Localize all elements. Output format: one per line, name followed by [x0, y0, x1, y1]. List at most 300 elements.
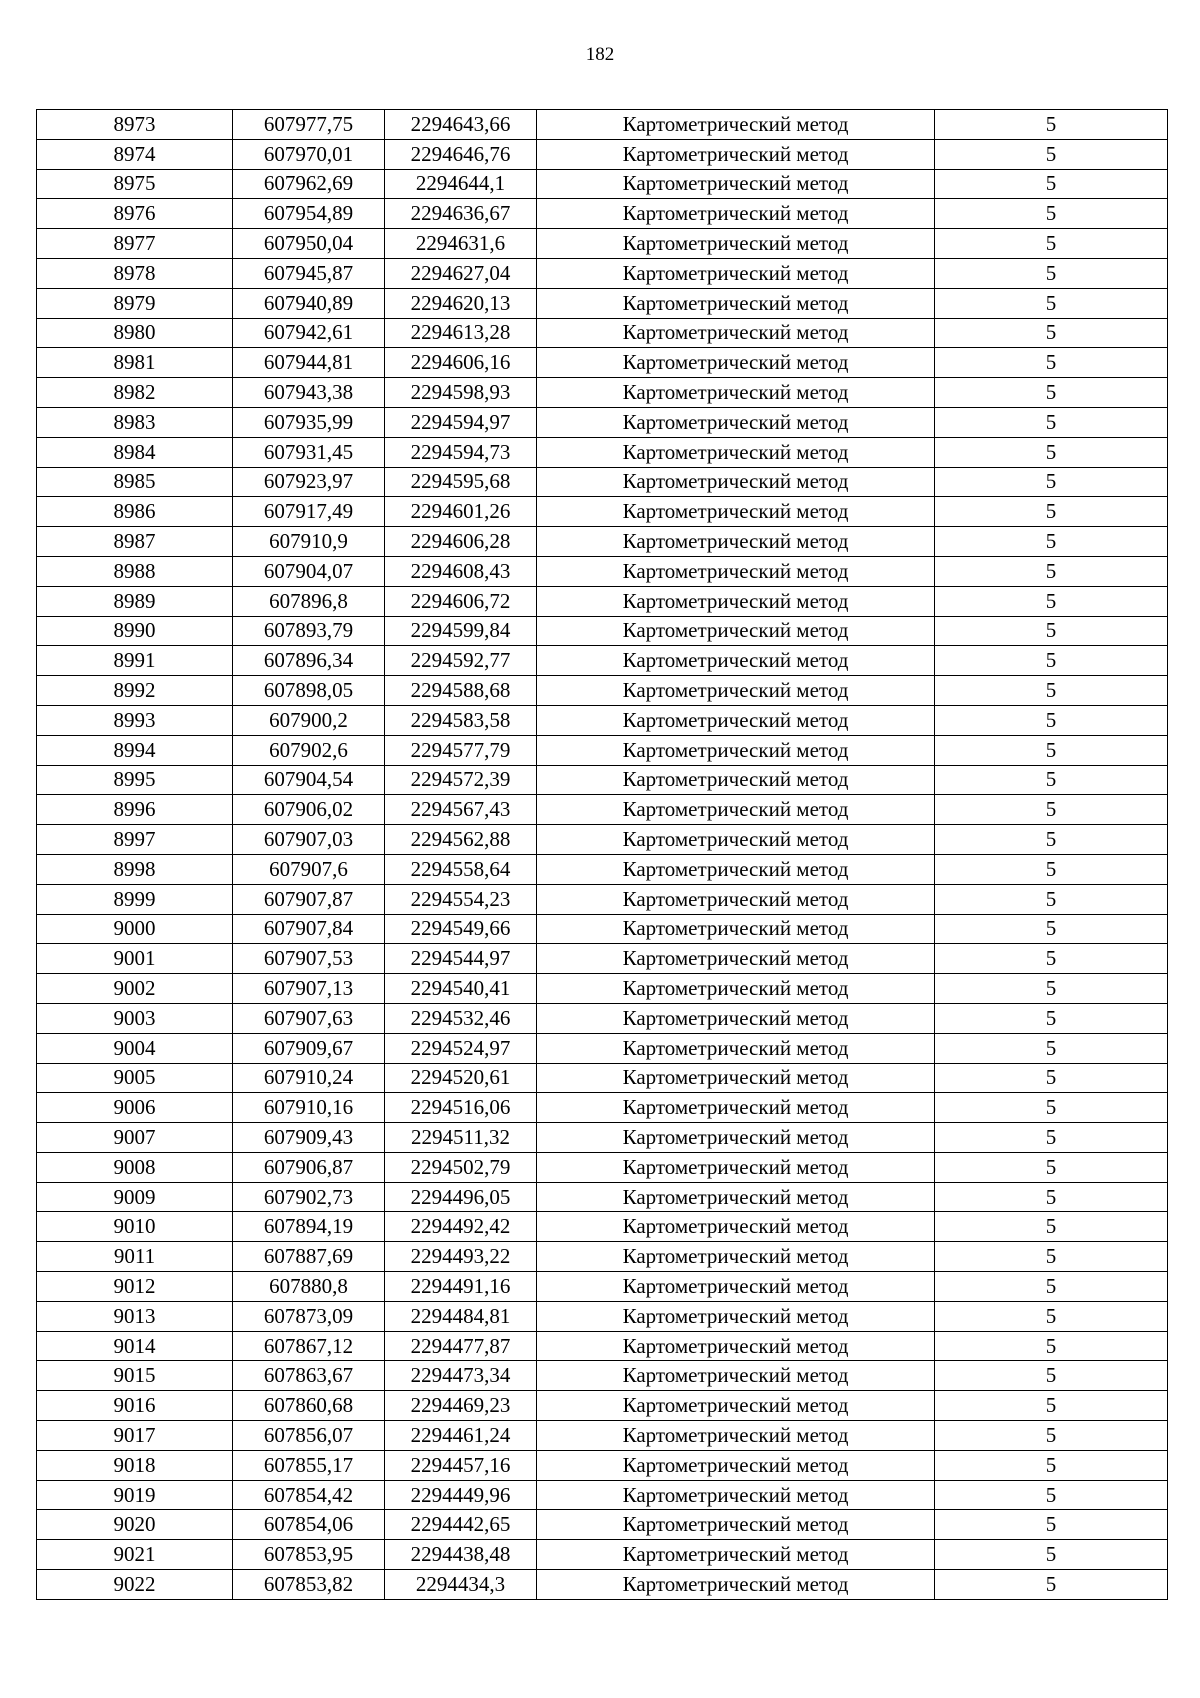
table-body [37, 110, 1168, 1600]
table-row [37, 854, 1168, 884]
accuracy-cell: 5 [935, 825, 1168, 855]
point-number-cell: 8975 [37, 169, 233, 199]
table-row [37, 944, 1168, 974]
point-number-cell: 8996 [37, 795, 233, 825]
accuracy-cell: 5 [935, 914, 1168, 944]
x-coordinate-cell: 607910,9 [233, 527, 385, 557]
point-number-cell: 9004 [37, 1033, 233, 1063]
point-number-cell: 8987 [37, 527, 233, 557]
table-row [37, 1570, 1168, 1600]
method-cell: Картометрический метод [537, 1123, 935, 1153]
point-number-cell: 9009 [37, 1182, 233, 1212]
accuracy-cell: 5 [935, 1570, 1168, 1600]
x-coordinate-cell: 607887,69 [233, 1242, 385, 1272]
table-row [37, 1123, 1168, 1153]
accuracy-cell: 5 [935, 1272, 1168, 1302]
accuracy-cell: 5 [935, 974, 1168, 1004]
method-cell: Картометрический метод [537, 795, 935, 825]
accuracy-cell: 5 [935, 586, 1168, 616]
method-cell: Картометрический метод [537, 616, 935, 646]
point-number-cell: 8985 [37, 467, 233, 497]
y-coordinate-cell: 2294457,16 [385, 1450, 537, 1480]
method-cell: Картометрический метод [537, 1152, 935, 1182]
method-cell: Картометрический метод [537, 1540, 935, 1570]
table-row [37, 288, 1168, 318]
x-coordinate-cell: 607923,97 [233, 467, 385, 497]
x-coordinate-cell: 607904,54 [233, 765, 385, 795]
accuracy-cell: 5 [935, 378, 1168, 408]
point-number-cell: 8977 [37, 229, 233, 259]
x-coordinate-cell: 607940,89 [233, 288, 385, 318]
method-cell: Картометрический метод [537, 288, 935, 318]
x-coordinate-cell: 607910,16 [233, 1093, 385, 1123]
method-cell: Картометрический метод [537, 586, 935, 616]
y-coordinate-cell: 2294492,42 [385, 1212, 537, 1242]
y-coordinate-cell: 2294583,58 [385, 705, 537, 735]
point-number-cell: 8990 [37, 616, 233, 646]
y-coordinate-cell: 2294567,43 [385, 795, 537, 825]
point-number-cell: 8998 [37, 854, 233, 884]
accuracy-cell: 5 [935, 1301, 1168, 1331]
method-cell: Картометрический метод [537, 407, 935, 437]
x-coordinate-cell: 607867,12 [233, 1331, 385, 1361]
y-coordinate-cell: 2294491,16 [385, 1272, 537, 1302]
method-cell: Картометрический метод [537, 1391, 935, 1421]
y-coordinate-cell: 2294646,76 [385, 139, 537, 169]
y-coordinate-cell: 2294562,88 [385, 825, 537, 855]
y-coordinate-cell: 2294461,24 [385, 1421, 537, 1451]
point-number-cell: 9011 [37, 1242, 233, 1272]
point-number-cell: 9019 [37, 1480, 233, 1510]
x-coordinate-cell: 607907,87 [233, 884, 385, 914]
table-row [37, 1242, 1168, 1272]
point-number-cell: 8991 [37, 646, 233, 676]
point-number-cell: 9001 [37, 944, 233, 974]
accuracy-cell: 5 [935, 1391, 1168, 1421]
x-coordinate-cell: 607942,61 [233, 318, 385, 348]
x-coordinate-cell: 607970,01 [233, 139, 385, 169]
table-row [37, 1540, 1168, 1570]
point-number-cell: 9006 [37, 1093, 233, 1123]
table-row [37, 1272, 1168, 1302]
y-coordinate-cell: 2294544,97 [385, 944, 537, 974]
point-number-cell: 8978 [37, 258, 233, 288]
x-coordinate-cell: 607935,99 [233, 407, 385, 437]
x-coordinate-cell: 607904,07 [233, 556, 385, 586]
x-coordinate-cell: 607856,07 [233, 1421, 385, 1451]
table-row [37, 676, 1168, 706]
x-coordinate-cell: 607907,53 [233, 944, 385, 974]
accuracy-cell: 5 [935, 139, 1168, 169]
accuracy-cell: 5 [935, 646, 1168, 676]
accuracy-cell: 5 [935, 1510, 1168, 1540]
method-cell: Картометрический метод [537, 854, 935, 884]
x-coordinate-cell: 607880,8 [233, 1272, 385, 1302]
table-row [37, 586, 1168, 616]
x-coordinate-cell: 607907,63 [233, 1003, 385, 1033]
table-row [37, 735, 1168, 765]
point-number-cell: 9022 [37, 1570, 233, 1600]
x-coordinate-cell: 607898,05 [233, 676, 385, 706]
method-cell: Картометрический метод [537, 1033, 935, 1063]
table-row [37, 318, 1168, 348]
x-coordinate-cell: 607910,24 [233, 1063, 385, 1093]
method-cell: Картометрический метод [537, 1003, 935, 1033]
table-row [37, 378, 1168, 408]
table-row [37, 974, 1168, 1004]
y-coordinate-cell: 2294643,66 [385, 110, 537, 140]
y-coordinate-cell: 2294554,23 [385, 884, 537, 914]
table-row [37, 1063, 1168, 1093]
table-row [37, 169, 1168, 199]
accuracy-cell: 5 [935, 1480, 1168, 1510]
accuracy-cell: 5 [935, 676, 1168, 706]
point-number-cell: 8983 [37, 407, 233, 437]
accuracy-cell: 5 [935, 1540, 1168, 1570]
table-row [37, 1480, 1168, 1510]
method-cell: Картометрический метод [537, 944, 935, 974]
method-cell: Картометрический метод [537, 884, 935, 914]
method-cell: Картометрический метод [537, 765, 935, 795]
method-cell: Картометрический метод [537, 229, 935, 259]
point-number-cell: 9018 [37, 1450, 233, 1480]
method-cell: Картометрический метод [537, 1212, 935, 1242]
y-coordinate-cell: 2294524,97 [385, 1033, 537, 1063]
table-row [37, 1003, 1168, 1033]
table-row [37, 616, 1168, 646]
accuracy-cell: 5 [935, 348, 1168, 378]
accuracy-cell: 5 [935, 1421, 1168, 1451]
table-row [37, 1152, 1168, 1182]
y-coordinate-cell: 2294442,65 [385, 1510, 537, 1540]
table-row [37, 199, 1168, 229]
method-cell: Картометрический метод [537, 1361, 935, 1391]
method-cell: Картометрический метод [537, 497, 935, 527]
accuracy-cell: 5 [935, 854, 1168, 884]
method-cell: Картометрический метод [537, 914, 935, 944]
method-cell: Картометрический метод [537, 556, 935, 586]
y-coordinate-cell: 2294627,04 [385, 258, 537, 288]
table-row [37, 258, 1168, 288]
y-coordinate-cell: 2294594,97 [385, 407, 537, 437]
accuracy-cell: 5 [935, 1242, 1168, 1272]
table-row [37, 139, 1168, 169]
accuracy-cell: 5 [935, 110, 1168, 140]
accuracy-cell: 5 [935, 1033, 1168, 1063]
method-cell: Картометрический метод [537, 1570, 935, 1600]
y-coordinate-cell: 2294532,46 [385, 1003, 537, 1033]
x-coordinate-cell: 607917,49 [233, 497, 385, 527]
y-coordinate-cell: 2294613,28 [385, 318, 537, 348]
y-coordinate-cell: 2294636,67 [385, 199, 537, 229]
point-number-cell: 9010 [37, 1212, 233, 1242]
x-coordinate-cell: 607902,6 [233, 735, 385, 765]
y-coordinate-cell: 2294577,79 [385, 735, 537, 765]
x-coordinate-cell: 607860,68 [233, 1391, 385, 1421]
table-row [37, 527, 1168, 557]
method-cell: Картометрический метод [537, 258, 935, 288]
point-number-cell: 9016 [37, 1391, 233, 1421]
x-coordinate-cell: 607900,2 [233, 705, 385, 735]
x-coordinate-cell: 607907,6 [233, 854, 385, 884]
point-number-cell: 9020 [37, 1510, 233, 1540]
x-coordinate-cell: 607950,04 [233, 229, 385, 259]
coordinates-table [36, 109, 1168, 1600]
table-row [37, 1093, 1168, 1123]
table-row [37, 1361, 1168, 1391]
method-cell: Картометрический метод [537, 199, 935, 229]
x-coordinate-cell: 607954,89 [233, 199, 385, 229]
point-number-cell: 8973 [37, 110, 233, 140]
accuracy-cell: 5 [935, 497, 1168, 527]
point-number-cell: 8999 [37, 884, 233, 914]
accuracy-cell: 5 [935, 705, 1168, 735]
method-cell: Картометрический метод [537, 467, 935, 497]
method-cell: Картометрический метод [537, 825, 935, 855]
table-row [37, 497, 1168, 527]
accuracy-cell: 5 [935, 1361, 1168, 1391]
table-row [37, 110, 1168, 140]
y-coordinate-cell: 2294592,77 [385, 646, 537, 676]
y-coordinate-cell: 2294502,79 [385, 1152, 537, 1182]
y-coordinate-cell: 2294473,34 [385, 1361, 537, 1391]
y-coordinate-cell: 2294516,06 [385, 1093, 537, 1123]
y-coordinate-cell: 2294606,28 [385, 527, 537, 557]
accuracy-cell: 5 [935, 1450, 1168, 1480]
y-coordinate-cell: 2294572,39 [385, 765, 537, 795]
table-row [37, 795, 1168, 825]
point-number-cell: 8981 [37, 348, 233, 378]
table-row [37, 467, 1168, 497]
point-number-cell: 8988 [37, 556, 233, 586]
table-row [37, 1391, 1168, 1421]
accuracy-cell: 5 [935, 199, 1168, 229]
method-cell: Картометрический метод [537, 1301, 935, 1331]
point-number-cell: 9013 [37, 1301, 233, 1331]
point-number-cell: 9015 [37, 1361, 233, 1391]
table-row [37, 1212, 1168, 1242]
point-number-cell: 9017 [37, 1421, 233, 1451]
x-coordinate-cell: 607873,09 [233, 1301, 385, 1331]
point-number-cell: 8997 [37, 825, 233, 855]
point-number-cell: 9014 [37, 1331, 233, 1361]
accuracy-cell: 5 [935, 556, 1168, 586]
x-coordinate-cell: 607906,02 [233, 795, 385, 825]
point-number-cell: 9021 [37, 1540, 233, 1570]
y-coordinate-cell: 2294594,73 [385, 437, 537, 467]
table-row [37, 705, 1168, 735]
table-row [37, 1033, 1168, 1063]
point-number-cell: 9005 [37, 1063, 233, 1093]
y-coordinate-cell: 2294606,72 [385, 586, 537, 616]
point-number-cell: 8986 [37, 497, 233, 527]
point-number-cell: 9002 [37, 974, 233, 1004]
accuracy-cell: 5 [935, 169, 1168, 199]
method-cell: Картометрический метод [537, 348, 935, 378]
method-cell: Картометрический метод [537, 1480, 935, 1510]
method-cell: Картометрический метод [537, 1272, 935, 1302]
table-row [37, 1182, 1168, 1212]
x-coordinate-cell: 607863,67 [233, 1361, 385, 1391]
accuracy-cell: 5 [935, 258, 1168, 288]
table-row [37, 348, 1168, 378]
y-coordinate-cell: 2294558,64 [385, 854, 537, 884]
accuracy-cell: 5 [935, 884, 1168, 914]
method-cell: Картометрический метод [537, 1510, 935, 1540]
point-number-cell: 8979 [37, 288, 233, 318]
table-row [37, 437, 1168, 467]
method-cell: Картометрический метод [537, 169, 935, 199]
y-coordinate-cell: 2294606,16 [385, 348, 537, 378]
x-coordinate-cell: 607853,82 [233, 1570, 385, 1600]
point-number-cell: 8976 [37, 199, 233, 229]
y-coordinate-cell: 2294631,6 [385, 229, 537, 259]
x-coordinate-cell: 607943,38 [233, 378, 385, 408]
accuracy-cell: 5 [935, 1212, 1168, 1242]
y-coordinate-cell: 2294540,41 [385, 974, 537, 1004]
accuracy-cell: 5 [935, 1003, 1168, 1033]
accuracy-cell: 5 [935, 735, 1168, 765]
method-cell: Картометрический метод [537, 735, 935, 765]
table-row [37, 229, 1168, 259]
x-coordinate-cell: 607893,79 [233, 616, 385, 646]
method-cell: Картометрический метод [537, 1242, 935, 1272]
table-row [37, 407, 1168, 437]
method-cell: Картометрический метод [537, 378, 935, 408]
y-coordinate-cell: 2294493,22 [385, 1242, 537, 1272]
point-number-cell: 8993 [37, 705, 233, 735]
accuracy-cell: 5 [935, 765, 1168, 795]
method-cell: Картометрический метод [537, 1182, 935, 1212]
page-number: 182 [585, 44, 615, 65]
y-coordinate-cell: 2294644,1 [385, 169, 537, 199]
x-coordinate-cell: 607907,84 [233, 914, 385, 944]
point-number-cell: 8982 [37, 378, 233, 408]
y-coordinate-cell: 2294620,13 [385, 288, 537, 318]
point-number-cell: 9000 [37, 914, 233, 944]
y-coordinate-cell: 2294588,68 [385, 676, 537, 706]
accuracy-cell: 5 [935, 437, 1168, 467]
method-cell: Картометрический метод [537, 1450, 935, 1480]
table-row [37, 1421, 1168, 1451]
accuracy-cell: 5 [935, 1123, 1168, 1153]
method-cell: Картометрический метод [537, 974, 935, 1004]
y-coordinate-cell: 2294438,48 [385, 1540, 537, 1570]
y-coordinate-cell: 2294477,87 [385, 1331, 537, 1361]
accuracy-cell: 5 [935, 1063, 1168, 1093]
y-coordinate-cell: 2294469,23 [385, 1391, 537, 1421]
accuracy-cell: 5 [935, 1152, 1168, 1182]
y-coordinate-cell: 2294598,93 [385, 378, 537, 408]
point-number-cell: 8994 [37, 735, 233, 765]
table-row [37, 765, 1168, 795]
y-coordinate-cell: 2294449,96 [385, 1480, 537, 1510]
accuracy-cell: 5 [935, 1331, 1168, 1361]
method-cell: Картометрический метод [537, 318, 935, 348]
method-cell: Картометрический метод [537, 110, 935, 140]
method-cell: Картометрический метод [537, 1331, 935, 1361]
point-number-cell: 8984 [37, 437, 233, 467]
x-coordinate-cell: 607854,06 [233, 1510, 385, 1540]
accuracy-cell: 5 [935, 467, 1168, 497]
point-number-cell: 9007 [37, 1123, 233, 1153]
table-row [37, 914, 1168, 944]
table-row [37, 1331, 1168, 1361]
x-coordinate-cell: 607962,69 [233, 169, 385, 199]
point-number-cell: 9012 [37, 1272, 233, 1302]
accuracy-cell: 5 [935, 318, 1168, 348]
x-coordinate-cell: 607896,8 [233, 586, 385, 616]
x-coordinate-cell: 607894,19 [233, 1212, 385, 1242]
y-coordinate-cell: 2294511,32 [385, 1123, 537, 1153]
x-coordinate-cell: 607909,67 [233, 1033, 385, 1063]
table-row [37, 646, 1168, 676]
x-coordinate-cell: 607853,95 [233, 1540, 385, 1570]
accuracy-cell: 5 [935, 229, 1168, 259]
x-coordinate-cell: 607909,43 [233, 1123, 385, 1153]
table-row [37, 556, 1168, 586]
y-coordinate-cell: 2294496,05 [385, 1182, 537, 1212]
method-cell: Картометрический метод [537, 705, 935, 735]
x-coordinate-cell: 607906,87 [233, 1152, 385, 1182]
table-row [37, 884, 1168, 914]
accuracy-cell: 5 [935, 527, 1168, 557]
method-cell: Картометрический метод [537, 527, 935, 557]
accuracy-cell: 5 [935, 1093, 1168, 1123]
y-coordinate-cell: 2294608,43 [385, 556, 537, 586]
method-cell: Картометрический метод [537, 676, 935, 706]
x-coordinate-cell: 607931,45 [233, 437, 385, 467]
y-coordinate-cell: 2294595,68 [385, 467, 537, 497]
y-coordinate-cell: 2294599,84 [385, 616, 537, 646]
y-coordinate-cell: 2294549,66 [385, 914, 537, 944]
x-coordinate-cell: 607896,34 [233, 646, 385, 676]
method-cell: Картометрический метод [537, 1093, 935, 1123]
accuracy-cell: 5 [935, 616, 1168, 646]
y-coordinate-cell: 2294434,3 [385, 1570, 537, 1600]
point-number-cell: 9008 [37, 1152, 233, 1182]
y-coordinate-cell: 2294520,61 [385, 1063, 537, 1093]
y-coordinate-cell: 2294601,26 [385, 497, 537, 527]
accuracy-cell: 5 [935, 407, 1168, 437]
x-coordinate-cell: 607855,17 [233, 1450, 385, 1480]
table-row [37, 1301, 1168, 1331]
table-row [37, 1450, 1168, 1480]
accuracy-cell: 5 [935, 1182, 1168, 1212]
point-number-cell: 9003 [37, 1003, 233, 1033]
accuracy-cell: 5 [935, 288, 1168, 318]
accuracy-cell: 5 [935, 795, 1168, 825]
point-number-cell: 8995 [37, 765, 233, 795]
x-coordinate-cell: 607907,03 [233, 825, 385, 855]
table-row [37, 1510, 1168, 1540]
method-cell: Картометрический метод [537, 1063, 935, 1093]
point-number-cell: 8992 [37, 676, 233, 706]
x-coordinate-cell: 607977,75 [233, 110, 385, 140]
point-number-cell: 8974 [37, 139, 233, 169]
method-cell: Картометрический метод [537, 646, 935, 676]
point-number-cell: 8980 [37, 318, 233, 348]
y-coordinate-cell: 2294484,81 [385, 1301, 537, 1331]
method-cell: Картометрический метод [537, 139, 935, 169]
table-row [37, 825, 1168, 855]
method-cell: Картометрический метод [537, 1421, 935, 1451]
x-coordinate-cell: 607907,13 [233, 974, 385, 1004]
method-cell: Картометрический метод [537, 437, 935, 467]
x-coordinate-cell: 607945,87 [233, 258, 385, 288]
x-coordinate-cell: 607902,73 [233, 1182, 385, 1212]
x-coordinate-cell: 607854,42 [233, 1480, 385, 1510]
